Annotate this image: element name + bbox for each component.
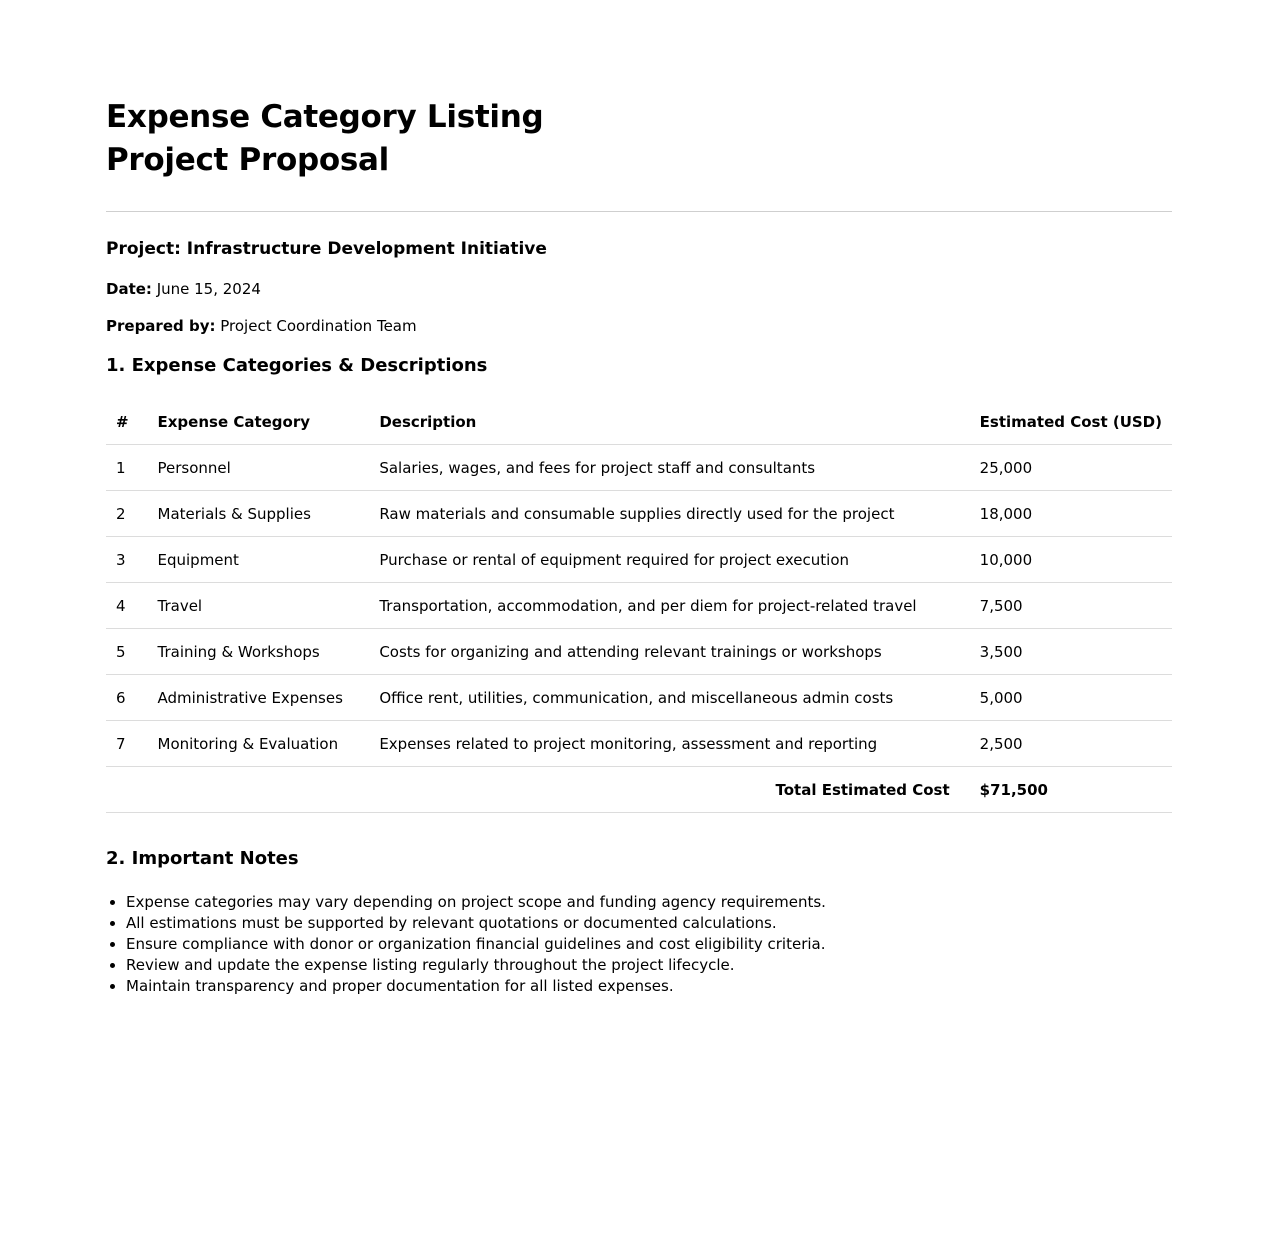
row-description: Costs for organizing and attending relevant trainings or workshops [369, 629, 969, 675]
row-cost: 25,000 [970, 445, 1172, 491]
table-row [106, 445, 1172, 491]
list-item: • All estimations must be supported by relevant quotations or documented calculations. [126, 913, 1172, 934]
row-cost: 2,500 [970, 721, 1172, 767]
row-cost: 10,000 [970, 537, 1172, 583]
row-description: Raw materials and consumable supplies directly used for the project [369, 491, 969, 537]
title-line-1: Expense Category Listing [106, 99, 544, 135]
table-row [106, 675, 1172, 721]
list-item: • Review and update the expense listing regularly throughout the project lifecycle. [126, 955, 1172, 976]
list-item: • Ensure compliance with donor or organization financial guidelines and cost eligibility criteria. [126, 934, 1172, 955]
table-row [106, 491, 1172, 537]
row-cost: 3,500 [970, 629, 1172, 675]
row-cost: 7,500 [970, 583, 1172, 629]
row-description: Salaries, wages, and fees for project staff and consultants [369, 445, 969, 491]
row-description: Transportation, accommodation, and per diem for project-related travel [369, 583, 969, 629]
list-item: • Expense categories may vary depending on project scope and funding agency requirements. [126, 892, 1172, 913]
column-header-number: # [106, 399, 148, 445]
table-row [106, 629, 1172, 675]
row-category: Monitoring & Evaluation [148, 721, 370, 767]
column-header-description: Description [369, 399, 969, 445]
row-category: Personnel [148, 445, 370, 491]
row-number: 6 [106, 675, 148, 721]
prepared-by-label: Prepared by: [106, 317, 216, 335]
table-header-row [106, 399, 1172, 445]
row-category: Equipment [148, 537, 370, 583]
row-cost: 5,000 [970, 675, 1172, 721]
row-number: 5 [106, 629, 148, 675]
row-category: Administrative Expenses [148, 675, 370, 721]
row-category: Training & Workshops [148, 629, 370, 675]
column-header-category: Expense Category [148, 399, 370, 445]
row-number: 2 [106, 491, 148, 537]
total-row [106, 767, 1172, 813]
document [106, 0, 1172, 997]
table-row [106, 583, 1172, 629]
column-header-cost: Estimated Cost (USD) [970, 399, 1172, 445]
title-line-2: Project Proposal [106, 142, 389, 178]
prepared-by-line [106, 315, 1172, 337]
row-description: Purchase or rental of equipment required for project execution [369, 537, 969, 583]
row-number: 1 [106, 445, 148, 491]
row-number: 4 [106, 583, 148, 629]
date-line [106, 278, 1172, 300]
total-label: Total Estimated Cost [106, 767, 970, 813]
project-name: Project: Infrastructure Development Initiative [106, 239, 547, 259]
divider [106, 211, 1172, 212]
section-heading-expense-categories: 1. Expense Categories & Descriptions [106, 355, 488, 376]
expense-table [106, 399, 1172, 813]
list-item: • Maintain transparency and proper documentation for all listed expenses. [126, 976, 1172, 997]
row-description: Office rent, utilities, communication, and miscellaneous admin costs [369, 675, 969, 721]
date-value: June 15, 2024 [156, 280, 261, 298]
date-label: Date: [106, 280, 152, 298]
row-category: Materials & Supplies [148, 491, 370, 537]
table-row [106, 721, 1172, 767]
prepared-by-value: Project Coordination Team [220, 317, 417, 335]
row-category: Travel [148, 583, 370, 629]
table-row [106, 537, 1172, 583]
row-number: 7 [106, 721, 148, 767]
notes-list [106, 892, 1172, 997]
total-value: $71,500 [970, 767, 1172, 813]
row-cost: 18,000 [970, 491, 1172, 537]
row-number: 3 [106, 537, 148, 583]
row-description: Expenses related to project monitoring, assessment and reporting [369, 721, 969, 767]
section-heading-important-notes: 2. Important Notes [106, 848, 299, 869]
document-title [106, 96, 1172, 182]
